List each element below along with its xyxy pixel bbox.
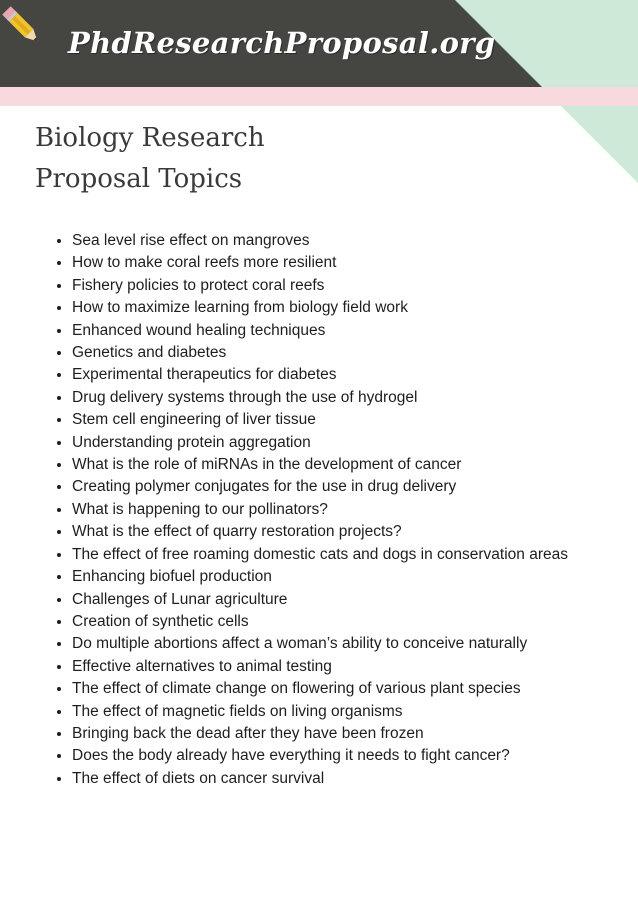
list-item: • Does the body already have everything it needs to fight cancer?	[72, 745, 592, 767]
list-item: • How to maximize learning from biology field work	[72, 297, 592, 319]
list-item: • The effect of magnetic fields on living organisms	[72, 701, 592, 723]
list-item: • Effective alternatives to animal testing	[72, 656, 592, 678]
topic-list	[56, 230, 592, 790]
list-item: • How to make coral reefs more resilient	[72, 252, 592, 274]
list-item: • Fishery policies to protect coral reefs	[72, 275, 592, 297]
list-item: • Enhancing biofuel production	[72, 566, 592, 588]
list-item: • What is happening to our pollinators?	[72, 499, 592, 521]
list-item: • Experimental therapeutics for diabetes	[72, 364, 592, 386]
list-item: • Drug delivery systems through the use of hydrogel	[72, 387, 592, 409]
page-title	[35, 118, 455, 200]
pencil-icon	[0, 0, 44, 52]
site-header	[0, 0, 638, 87]
list-item: • The effect of climate change on flowering of various plant species	[72, 678, 592, 700]
list-item: • The effect of free roaming domestic cats and dogs in conservation areas	[72, 544, 592, 566]
page-title-line-1: Biology Research	[35, 123, 265, 153]
list-item: • Understanding protein aggregation	[72, 432, 592, 454]
list-item: • What is the effect of quarry restoration projects?	[72, 521, 592, 543]
page-title-line-2: Proposal Topics	[35, 164, 243, 194]
list-item: • Genetics and diabetes	[72, 342, 592, 364]
list-item: • Sea level rise effect on mangroves	[72, 230, 592, 252]
pink-accent-band	[0, 87, 638, 106]
list-item: • What is the role of miRNAs in the development of cancer	[72, 454, 592, 476]
list-item: • Do multiple abortions affect a woman’s ability to conceive naturally	[72, 633, 592, 655]
site-logo-text[interactable]: PhdResearchProposal.org	[68, 26, 496, 60]
list-item: • Bringing back the dead after they have been frozen	[72, 723, 592, 745]
list-item: • Stem cell engineering of liver tissue	[72, 409, 592, 431]
list-item: • Challenges of Lunar agriculture	[72, 589, 592, 611]
list-item: • Enhanced wound healing techniques	[72, 320, 592, 342]
list-item: • The effect of diets on cancer survival	[72, 768, 592, 790]
list-item: • Creation of synthetic cells	[72, 611, 592, 633]
list-item: • Creating polymer conjugates for the use in drug delivery	[72, 476, 592, 498]
